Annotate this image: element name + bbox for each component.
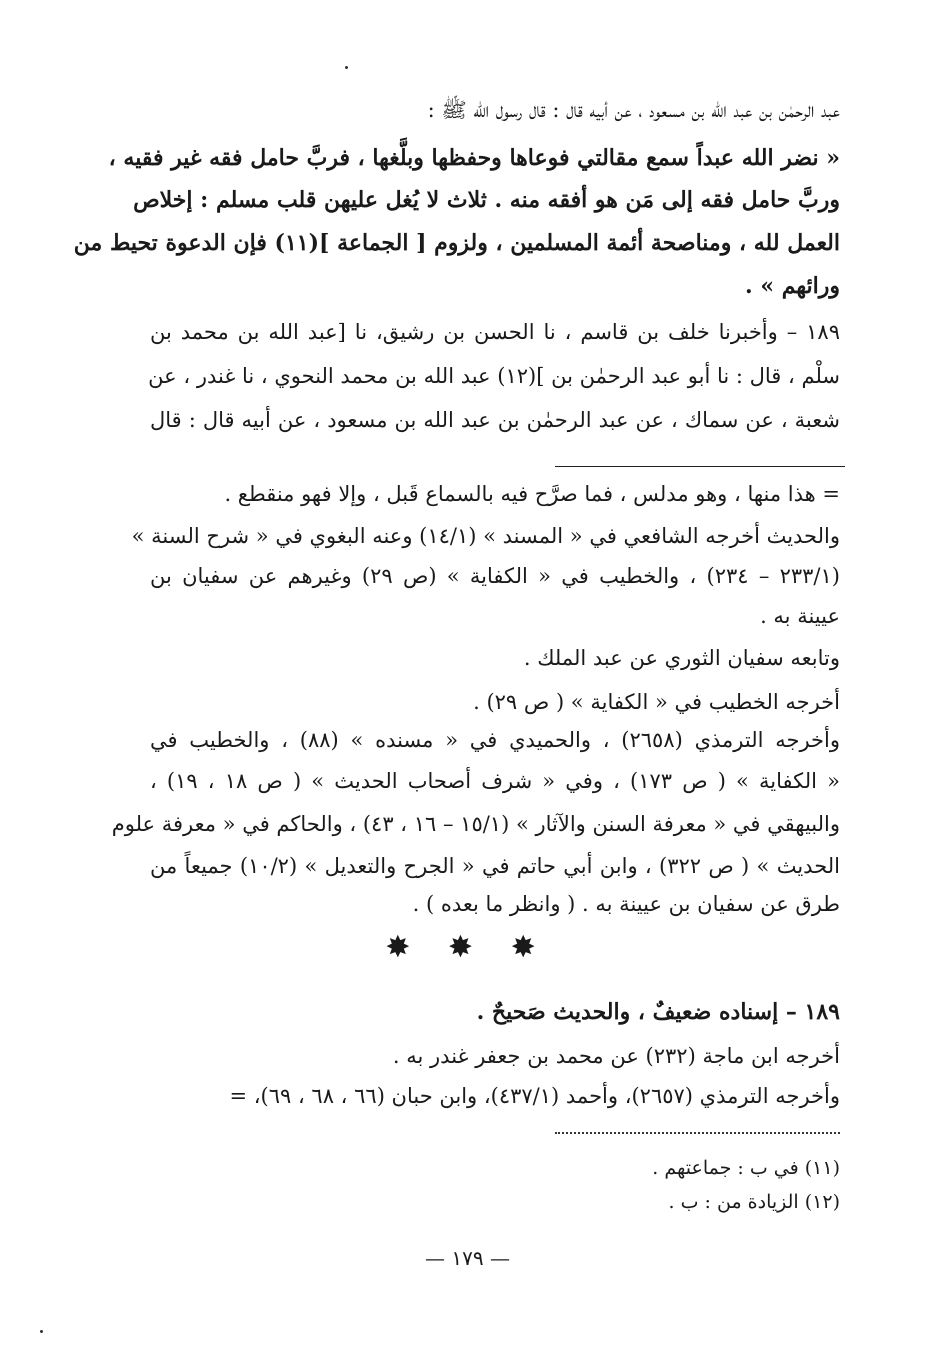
section-separator: ✸ ✸ ✸ xyxy=(385,930,550,965)
commentary-line: والحديث أخرجه الشافعي في « المسند » (١٤/١) وعنه البغوي في « شرح السنة » xyxy=(131,524,840,548)
section-heading: ١٨٩ – إسناده ضعيفٌ ، والحديث صَحيحٌ . xyxy=(476,999,840,1025)
commentary-line: (٢٣٣/١ – ٢٣٤) ، والخطيب في « الكفاية » (ص ٢٩) وغيرهم عن سفيان بن xyxy=(150,564,840,588)
footnote-dotted-separator xyxy=(555,1132,840,1134)
commentary-line: « الكفاية » ( ص ١٧٣) ، وفي « شرف أصحاب الحديث » ( ص ١٨ ، ١٩) ، xyxy=(150,769,840,793)
commentary-line: وأخرجه الترمذي (٢٦٥٨) ، والحميدي في « مسنده » (٨٨) ، والخطيب في xyxy=(150,728,841,752)
commentary-line: والبيهقي في « معرفة السنن والآثار » (١٥/١ – ١٦ ، ٤٣) ، والحاكم في « معرفة علوم xyxy=(111,812,840,836)
text-line: سلْم ، قال : نا أبو عبد الرحمٰن بن ](١٢) عبد الله بن محمد النحوي ، نا غندر ، عن xyxy=(148,364,840,388)
page-number: — ١٧٩ — xyxy=(425,1246,510,1270)
text-line: عبد الرحمٰن بن عبد الله بن مسعود ، عن أبيه قال : قال رسول الله ﷺ : xyxy=(427,98,840,122)
commentary-line: أخرجه ابن ماجة (٢٣٢) عن محمد بن جعفر غندر به . xyxy=(392,1044,840,1068)
commentary-line: عيينة به . xyxy=(760,604,840,628)
commentary-line: أخرجه الخطيب في « الكفاية » ( ص ٢٩) . xyxy=(473,690,840,714)
hadith-text-line: « نضر الله عبداً سمع مقالتي فوعاها وحفظها وبلَّغها ، فربَّ حامل فقه غير فقيه ، xyxy=(108,145,840,171)
hadith-text-line: ورائهم » . xyxy=(745,273,840,299)
commentary-line: طرق عن سفيان بن عيينة به . ( وانظر ما بعده ) . xyxy=(412,892,840,916)
text-line: شعبة ، عن سماك ، عن عبد الرحمٰن بن عبد الله بن مسعود ، عن أبيه قال : قال xyxy=(150,408,840,432)
hadith-text-line: وربَّ حامل فقه إلى مَن هو أفقه منه . ثلاث لا يُغل عليهن قلب مسلم : إخلاص xyxy=(133,187,840,213)
commentary-line: = هذا منها ، وهو مدلس ، فما صرَّح فيه بالسماع قَبل ، وإلا فهو منقطع . xyxy=(224,482,840,506)
commentary-line: الحديث » ( ص ٣٢٢) ، وابن أبي حاتم في « الجرح والتعديل » (١٠/٢) جميعاً من xyxy=(150,854,840,878)
footnote-12: (١٢) الزيادة من : ب . xyxy=(668,1191,840,1213)
commentary-line: وتابعه سفيان الثوري عن عبد الملك . xyxy=(523,646,840,670)
footnote-11: (١١) في ب : جماعتهم . xyxy=(652,1157,840,1179)
scan-speck xyxy=(345,66,348,69)
footnote-separator xyxy=(555,466,845,467)
text-line: ١٨٩ – وأخبرنا خلف بن قاسم ، نا الحسن بن رشيق، نا [عبد الله بن محمد بن xyxy=(150,320,840,344)
scan-speck xyxy=(40,1330,43,1333)
hadith-text-line: العمل لله ، ومناصحة أئمة المسلمين ، ولزوم [ الجماعة ](١١) فإن الدعوة تحيط من xyxy=(73,230,840,256)
commentary-line: وأخرجه الترمذي (٢٦٥٧)، وأحمد (٤٣٧/١)، وابن حبان (٦٦ ، ٦٨ ، ٦٩)، = xyxy=(229,1084,840,1108)
